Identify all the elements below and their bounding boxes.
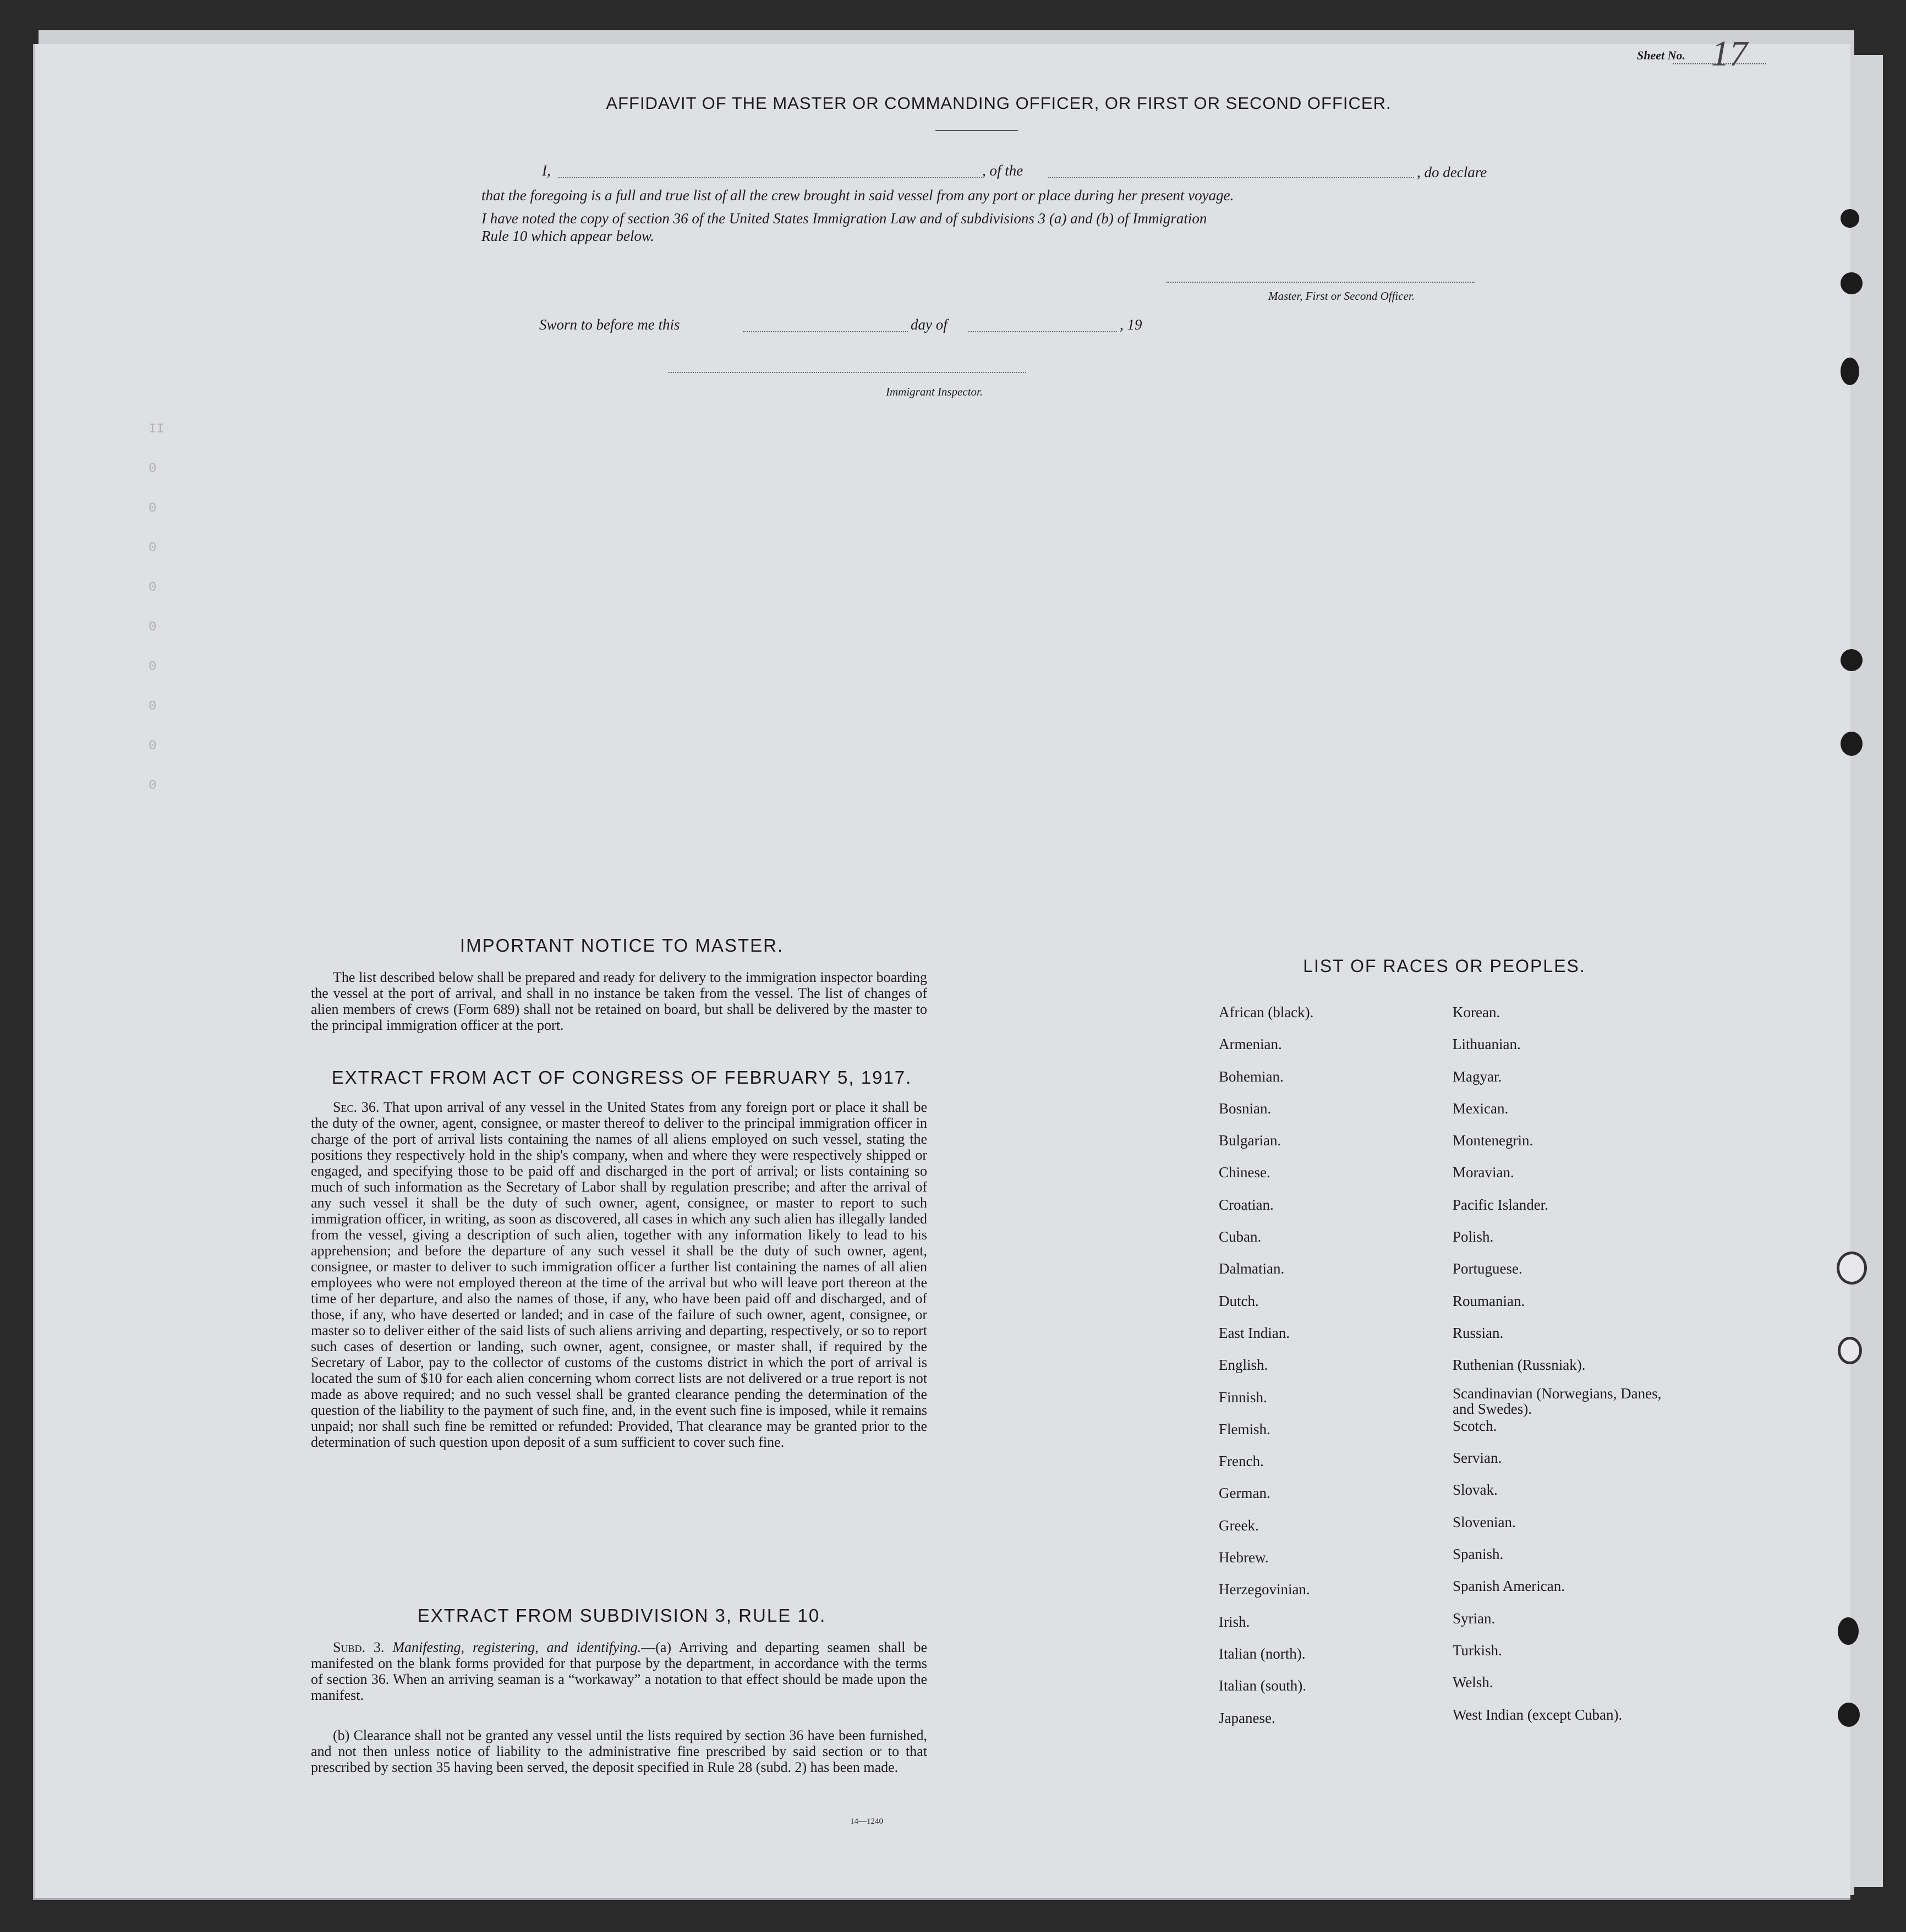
binder-hole-icon	[1838, 1703, 1860, 1727]
rule-subd-b: (b) Clearance shall not be granted any vessel until the lists required by section 36 have been furnished, and not then unless notice of liability to the administrative fine prescribed by said section or to that prescribed by section 35 having been served, the deposit specified in Rule 28 (subd. 2) has been made.	[311, 1727, 927, 1775]
race-item: Bosnian.	[1219, 1100, 1272, 1117]
rule-title: EXTRACT FROM SUBDIVISION 3, RULE 10.	[417, 1605, 826, 1626]
race-item: Scotch.	[1453, 1417, 1497, 1434]
act-section-text: That upon arrival of any vessel in the United States from any foreign port or place it shall be the duty of the owner, agent, consignee, or master thereof to deliver to the principal immigration officer in charge of the port of arrival lists containing the names of all aliens employed on such vessel, stating the positions they respectively hold in the ship's company, when and where they were respectively shipped or engaged, and specifying those to be paid off and discharged in the port of arrival; or lists containing so much of such information as the Secretary of Labor shall by regulation prescribe; and after the arrival of any such vessel it shall be the duty of such owner, agent, consignee, or master to report to such immigration officer, in writing, as soon as discovered, all cases in which any such alien has illegally landed from the vessel, giving a description of such alien, together with any information likely to lead to his apprehension; and before the departure of any such vessel it shall be the duty of such owner, agent, consignee, or master to deliver to such immigration officer a further list containing the names of all alien employees who were not employed thereon at the time of the arrival but who will leave port thereon at the time of her departure, and also the names of those, if any, who have been paid off and discharged, and of those, if any, who have deserted or landed; and in case of the failure of such owner, agent, consignee, or master so to deliver either of the said lists of such aliens arriving and departing, respectively, or so to report such cases of desertion or landing, such owner, agent, consignee, or master shall, if required by the Secretary of Labor, pay to the collector of customs of the customs district in which the port of arrival is located the sum of $10 for each alien concerning whom correct lists are not delivered or a true report is not made as above required; and no such vessel shall be granted clearance pending the determination of the question of the liability to the payment of such fine, and, in the event such fine is imposed, while it remains unpaid; nor shall such fine be remitted or refunded: Provided, That clearance may be granted prior to the determination of such question upon deposit of a sum sufficient to cover such fine.	[311, 1099, 927, 1450]
race-item: French.	[1219, 1453, 1264, 1470]
affidavit-line-3: I have noted the copy of section 36 of the United States Immigration Law and of subdivisions 3 (a) and (b) of Immigration	[481, 210, 1207, 227]
binder-hole-icon	[1841, 732, 1863, 756]
race-item: Italian (south).	[1219, 1677, 1306, 1694]
race-item: Syrian.	[1453, 1610, 1496, 1627]
inspector-signature-label: Immigrant Inspector.	[886, 385, 983, 398]
race-item: African (black).	[1219, 1004, 1314, 1020]
race-item: Italian (north).	[1219, 1645, 1306, 1662]
race-item: Greek.	[1219, 1517, 1259, 1534]
rule-subd-label: Subd. 3.	[333, 1639, 385, 1655]
race-item: Spanish.	[1453, 1546, 1504, 1563]
page-edge-right	[1849, 55, 1883, 1887]
affidavit-do-declare: , do declare	[1417, 164, 1487, 180]
race-item: Herzegovinian.	[1219, 1581, 1310, 1598]
race-item: German.	[1219, 1485, 1270, 1502]
binder-hole-icon	[1841, 272, 1863, 294]
race-item: Croatian.	[1219, 1196, 1274, 1213]
races-right-column	[1453, 1004, 1684, 1738]
race-item: Armenian.	[1219, 1036, 1282, 1053]
sworn-day-of: day of	[911, 316, 947, 333]
binder-hole-ring-icon	[1837, 1252, 1867, 1285]
race-item: Slovenian.	[1453, 1513, 1516, 1530]
rule-subd-a-text: —(a) Arriving and departing seamen shall be manifested on the blank forms provided for that purpose by the department, in accordance with the terms of section 36. When an arriving seaman is a “workaway” a notation to that effect should be made upon the manifest.	[311, 1639, 927, 1703]
race-item: Ruthenian (Russniak).	[1453, 1357, 1586, 1374]
race-item: Japanese.	[1219, 1709, 1275, 1726]
race-item: Pacific Islander.	[1453, 1196, 1548, 1213]
binder-hole-icon	[1841, 209, 1859, 228]
affidavit-title: AFFIDAVIT OF THE MASTER OR COMMANDING OFFICER, OR FIRST OR SECOND OFFICER.	[606, 94, 1392, 113]
vessel-name-field[interactable]	[1048, 177, 1414, 178]
race-item: Russian.	[1453, 1324, 1504, 1341]
affidavit-line-2: that the foregoing is a full and true list of all the crew brought in said vessel from any port or place during her present voyage.	[481, 187, 1234, 204]
inspector-signature-field[interactable]	[669, 372, 1026, 373]
race-item: English.	[1219, 1357, 1268, 1374]
race-item: Korean.	[1453, 1004, 1500, 1020]
race-item: East Indian.	[1219, 1324, 1290, 1341]
race-item: Mexican.	[1453, 1100, 1509, 1117]
race-item: Slovak.	[1453, 1481, 1498, 1499]
binder-hole-icon	[1838, 1617, 1859, 1645]
race-item: Scandinavian (Norwegians, Danes, and Swedes).	[1453, 1385, 1662, 1417]
officer-signature-field[interactable]	[1166, 282, 1475, 283]
sworn-year: , 19	[1120, 316, 1142, 333]
affidavit-line-4: Rule 10 which appear below.	[481, 228, 654, 244]
affidavit-i-label: I,	[542, 162, 551, 179]
race-item: Finnish.	[1219, 1388, 1267, 1406]
sworn-prefix: Sworn to before me this	[539, 316, 680, 333]
rule-subd-heading: Manifesting, registering, and identifying.	[392, 1639, 642, 1655]
binder-hole-icon	[1841, 358, 1859, 385]
race-item: Bohemian.	[1219, 1068, 1284, 1085]
officer-signature-label: Master, First or Second Officer.	[1268, 289, 1415, 303]
notice-text: The list described below shall be prepared and ready for delivery to the immigration inspector boarding the vessel at the port of arrival, and shall in no instance be taken from the vessel. The list of changes of alien members of crews (Form 689) shall not be retained on board, but shall be delivered by the master to the principal immigration officer at the port.	[311, 969, 927, 1033]
race-item: Welsh.	[1453, 1674, 1493, 1691]
title-rule	[935, 130, 1018, 131]
race-item: Dalmatian.	[1219, 1260, 1285, 1277]
race-item: Hebrew.	[1219, 1549, 1269, 1566]
race-item: Spanish American.	[1453, 1578, 1565, 1595]
rule-subd-a	[311, 1639, 927, 1703]
race-item: West Indian (except Cuban).	[1453, 1706, 1623, 1723]
act-text	[311, 1099, 927, 1450]
act-title: EXTRACT FROM ACT OF CONGRESS OF FEBRUARY 5, 1917.	[331, 1067, 912, 1088]
race-item: Bulgarian.	[1219, 1132, 1281, 1149]
bleed-through-marks: II 0 0 0 0 0 0 0 0 0	[149, 422, 165, 793]
binder-hole-ring-icon	[1838, 1337, 1862, 1364]
sheet-number-label: Sheet No.	[1637, 48, 1685, 62]
affidavit-of-the: , of the	[982, 162, 1023, 179]
race-item: Cuban.	[1219, 1228, 1262, 1245]
form-number: 14—1240	[850, 1817, 883, 1826]
binder-hole-icon	[1841, 649, 1863, 671]
sheet-number: 17	[1711, 34, 1748, 74]
race-item: Lithuanian.	[1453, 1036, 1521, 1053]
races-title: LIST OF RACES OR PEOPLES.	[1303, 956, 1586, 976]
race-item: Portuguese.	[1453, 1260, 1522, 1277]
sworn-month-field[interactable]	[968, 331, 1117, 332]
race-item: Turkish.	[1453, 1642, 1502, 1659]
act-section-label: Sec. 36.	[333, 1099, 380, 1115]
race-item: Roumanian.	[1453, 1292, 1525, 1309]
race-item: Dutch.	[1219, 1292, 1259, 1309]
notice-title: IMPORTANT NOTICE TO MASTER.	[459, 935, 784, 956]
race-item: Chinese.	[1219, 1164, 1270, 1181]
master-name-field[interactable]	[558, 177, 982, 178]
race-item: Magyar.	[1453, 1068, 1502, 1085]
race-item: Moravian.	[1453, 1164, 1514, 1181]
race-item: Flemish.	[1219, 1420, 1270, 1437]
race-item: Polish.	[1453, 1228, 1494, 1245]
sworn-day-field[interactable]	[743, 331, 908, 332]
race-item: Irish.	[1219, 1613, 1250, 1630]
races-left-column	[1219, 1004, 1313, 1742]
race-item: Servian.	[1453, 1450, 1502, 1467]
race-item: Montenegrin.	[1453, 1132, 1533, 1149]
